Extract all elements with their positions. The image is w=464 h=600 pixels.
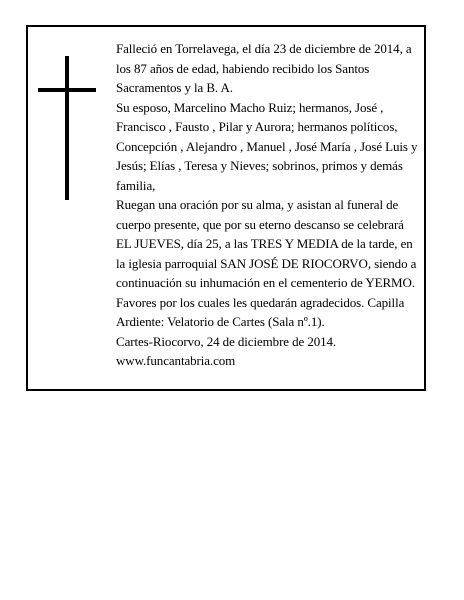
family-list: Su esposo, Marcelino Macho Ruiz; hermanos, José , Francisco , Fausto , Pilar y Aurora; hermanos políticos, Concepción , Alejandro , Manuel , José María , José Luis y Jesús; Elías , Teresa y Nieves; sobrinos, primos y demás familia,: [116, 99, 418, 193]
death-announcement: Falleció en Torrelavega, el día 23 de diciembre de 2014, a los 87 años de edad, habiendo recibido los Santos Sacramentos y la B. A.: [116, 41, 412, 95]
notice-text: [116, 39, 420, 371]
website-link[interactable]: www.funcantabria.com: [116, 353, 236, 368]
latin-cross-icon: [38, 56, 96, 200]
cross-horizontal-bar: [38, 88, 96, 92]
place-date: Cartes-Riocorvo, 24 de diciembre de 2014.: [116, 333, 337, 349]
cross-vertical-bar: [65, 56, 69, 200]
funeral-details: Ruegan una oración por su alma, y asistan al funeral de cuerpo presente, que por su eterno descanso se celebrará EL JUEVES, día 25, a las TRES Y MEDIA de la tarde, en la iglesia parroquial SAN JOSÉ DE RIOCORVO, siendo a continuación su inhumación en el cementerio de YERMO. Favores por los cuales les quedarán agradecidos. Capilla Ardiente: Velatorio de Cartes (Sala nº.1).: [116, 197, 417, 329]
obituary-notice: [26, 25, 426, 391]
